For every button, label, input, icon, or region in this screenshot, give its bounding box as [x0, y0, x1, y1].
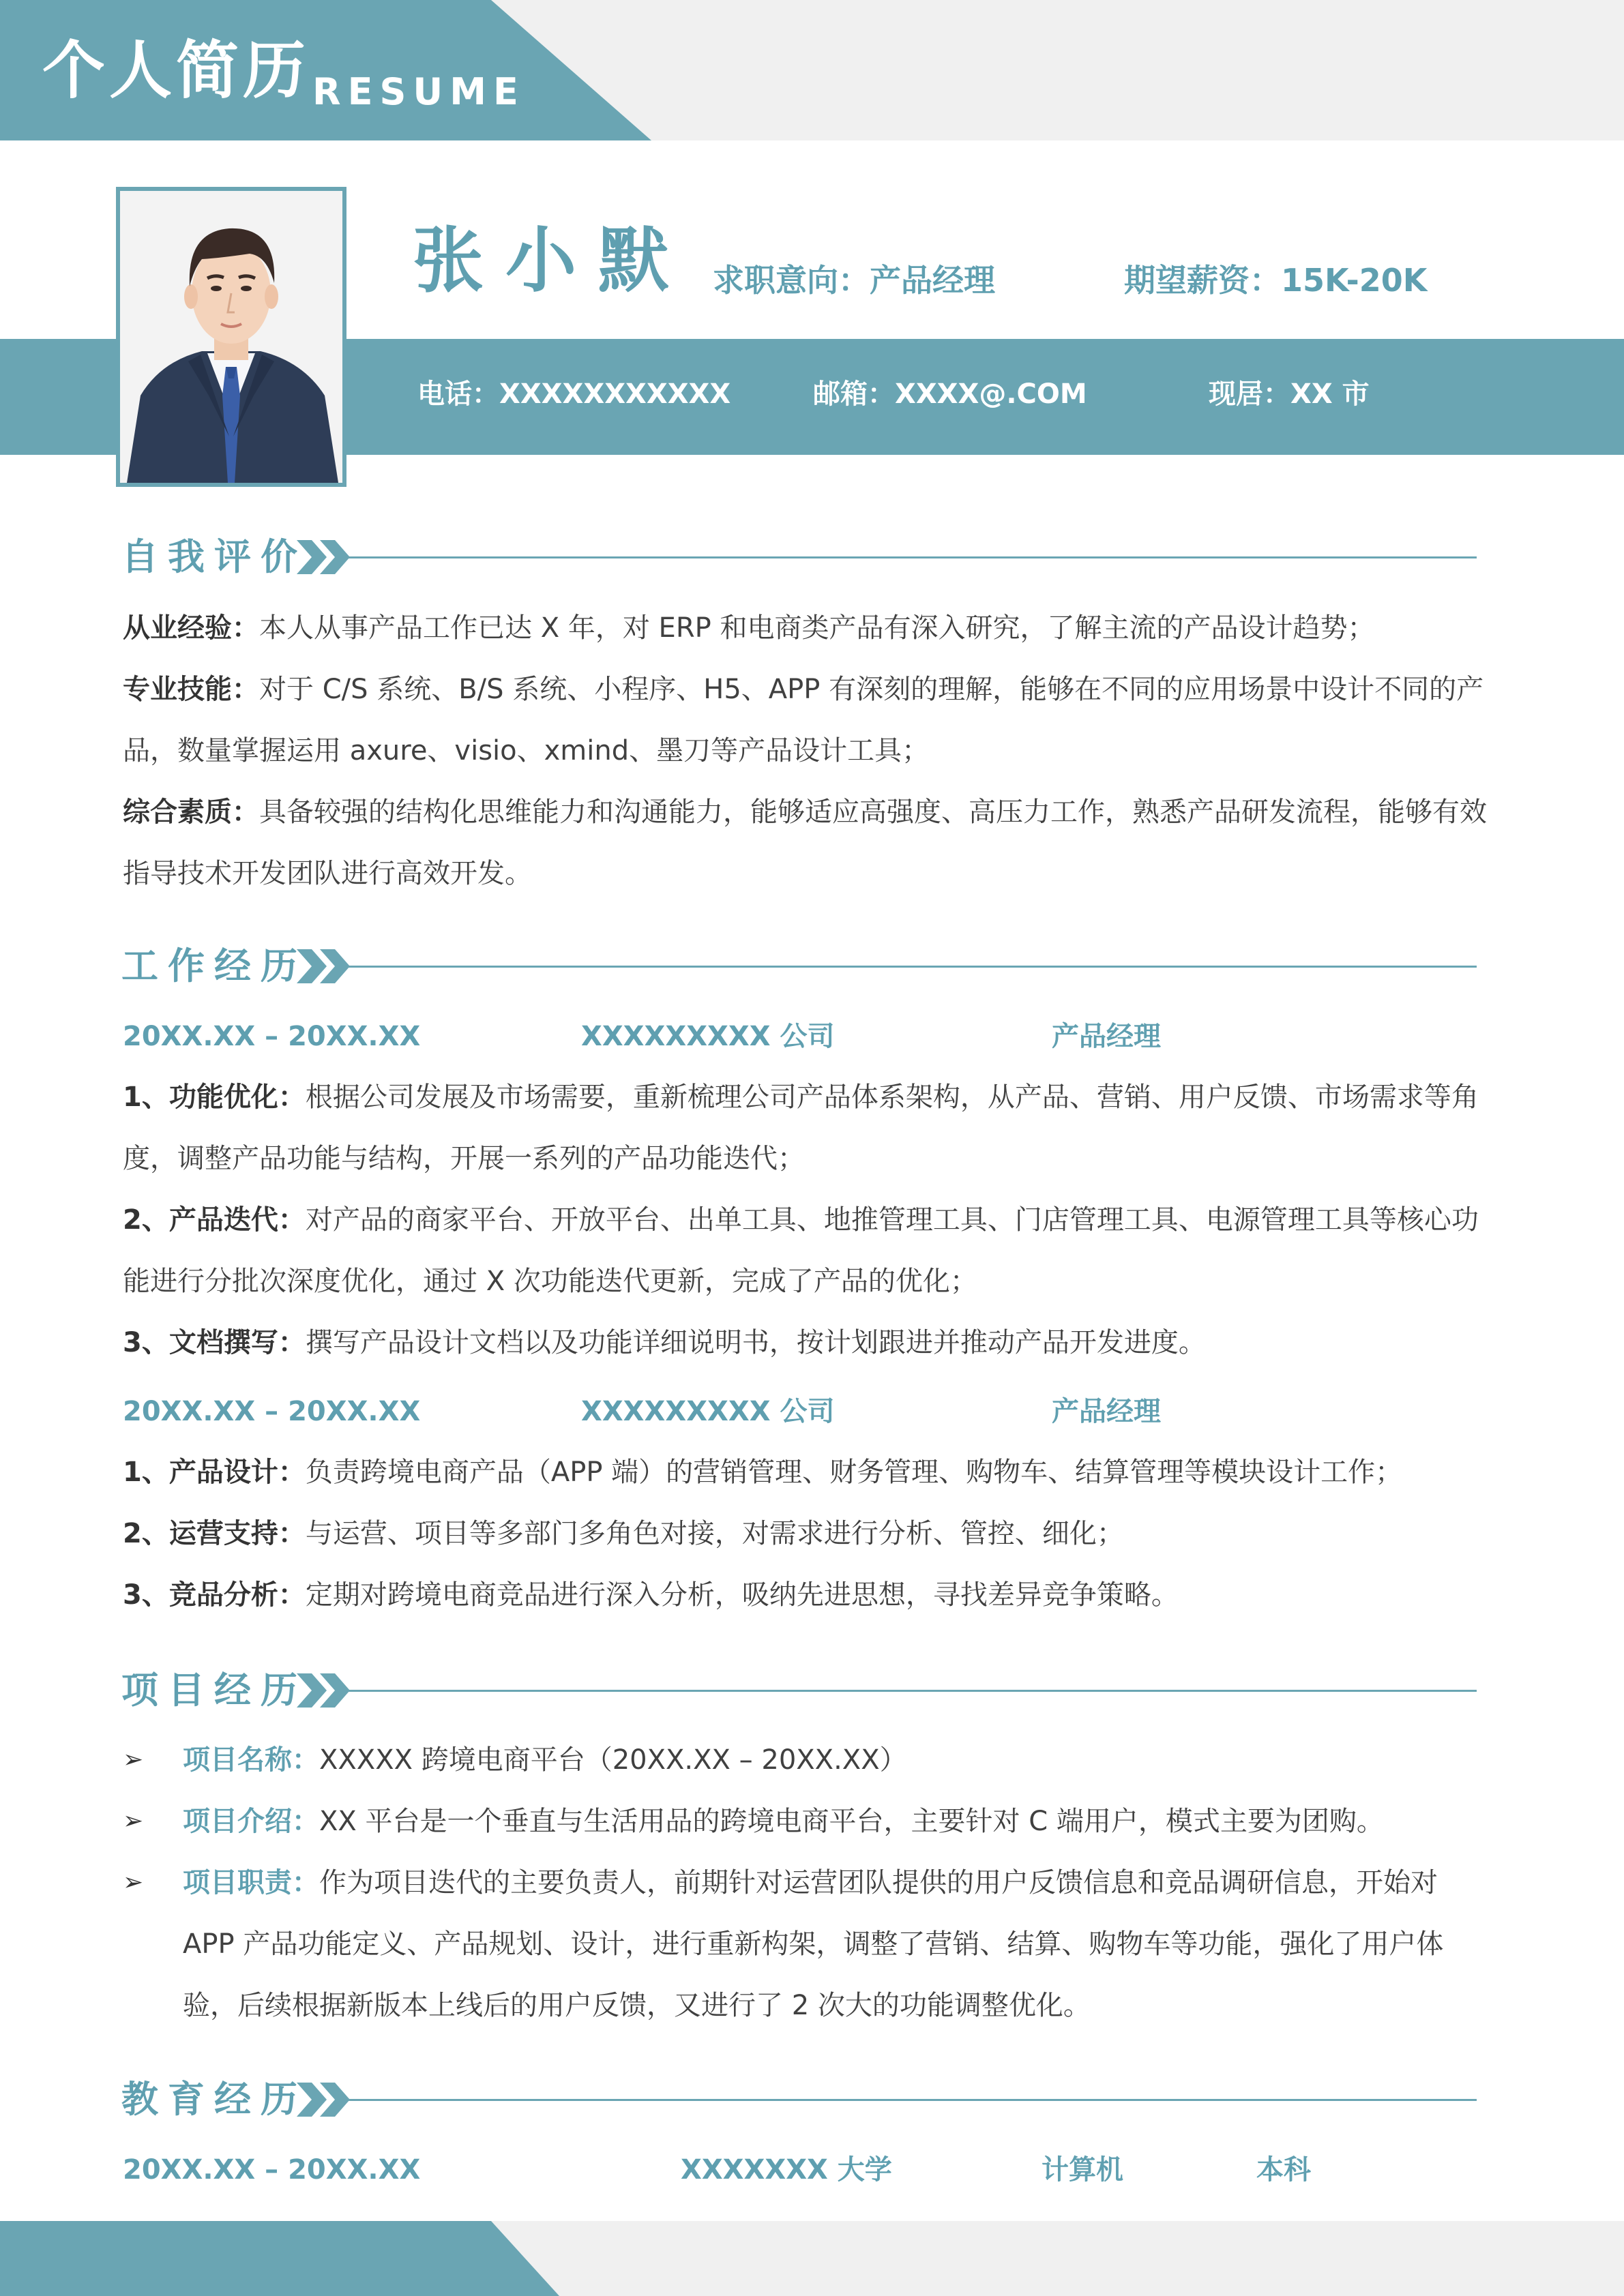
label: 专业技能：	[123, 674, 259, 705]
text: 定期对跨境电商竞品进行深入分析，吸纳先进思想，寻找差异竞争策略。	[305, 1579, 1179, 1611]
section-divider	[344, 2099, 1477, 2101]
resume-subtitle: RESUME	[312, 70, 525, 113]
text: XX 平台是一个垂直与生活用品的跨境电商平台，主要针对 C 端用户，模式主要为团购。	[319, 1806, 1384, 1837]
arrow-bullet-icon: ➢	[123, 1807, 144, 1835]
job-item	[123, 1189, 1487, 1312]
resume-title: 个人简历	[42, 34, 310, 107]
bottom-banner	[0, 2221, 559, 2296]
project-item-content	[183, 1852, 1479, 2036]
edu-school: XXXXXXX 大学	[681, 2154, 892, 2186]
job-item	[123, 1312, 1487, 1373]
section-title-education: 教育经历	[121, 2078, 307, 2121]
label: 项目名称：	[183, 1744, 319, 1776]
arrow-bullet-icon: ➢	[123, 1746, 144, 1774]
phone: 电话：XXXXXXXXXXX	[417, 378, 731, 410]
edu-period: 20XX.XX – 20XX.XX	[123, 2154, 421, 2186]
job-company: XXXXXXXXX 公司	[581, 1396, 835, 1427]
job-role: 产品经理	[1052, 1396, 1161, 1427]
self-eval-experience	[123, 597, 1487, 659]
section-divider	[344, 1690, 1477, 1692]
label: 综合素质：	[123, 796, 259, 828]
bottom-gray-strip	[491, 2221, 1624, 2296]
label: 项目职责：	[183, 1867, 319, 1898]
label: 3、竞品分析：	[123, 1579, 306, 1611]
job-item	[123, 1503, 1487, 1564]
arrow-bullet-icon: ➢	[123, 1868, 144, 1896]
label: 1、功能优化：	[123, 1082, 306, 1113]
text: 负责跨境电商产品（APP 端）的营销管理、财务管理、购物车、结算管理等模块设计工作；	[305, 1457, 1403, 1488]
avatar-illustration	[120, 191, 342, 483]
job-item	[123, 1442, 1487, 1503]
email: 邮箱：XXXX@.COM	[813, 378, 1087, 410]
project-item-content	[183, 1791, 1479, 1852]
text: 与运营、项目等多部门多角色对接，对需求进行分析、管控、细化；	[305, 1518, 1124, 1549]
self-eval-skills	[123, 659, 1487, 781]
label: 3、文档撰写：	[123, 1327, 306, 1358]
text: 对于 C/S 系统、B/S 系统、小程序、H5、APP 有深刻的理解，能够在不同的应用场景中设计不同的产品，数量掌握运用 axure、visio、xmind、墨刀等产品设计工具；	[123, 674, 1484, 766]
label: 2、产品迭代：	[123, 1204, 306, 1236]
text: XXXXX 跨境电商平台（20XX.XX – 20XX.XX）	[319, 1744, 907, 1776]
job-role: 产品经理	[1052, 1021, 1161, 1052]
label: 从业经验：	[123, 612, 259, 644]
section-divider	[344, 556, 1477, 558]
text: 本人从事产品工作已达 X 年，对 ERP 和电商类产品有深入研究，了解主流的产品设计趋势；	[259, 612, 1375, 644]
candidate-name: 张小默	[413, 219, 692, 302]
profile-photo	[116, 187, 346, 487]
job-company: XXXXXXXXX 公司	[581, 1021, 835, 1052]
edu-degree: 本科	[1256, 2154, 1311, 2186]
job-intent: 求职意向：产品经理	[713, 262, 995, 299]
expected-salary: 期望薪资：15K-20K	[1124, 262, 1428, 299]
text: 根据公司发展及市场需要，重新梳理公司产品体系架构，从产品、营销、用户反馈、市场需求等角度，调整产品功能与结构，开展一系列的产品功能迭代；	[123, 1082, 1479, 1174]
job-item	[123, 1067, 1487, 1189]
job-period: 20XX.XX – 20XX.XX	[123, 1021, 421, 1052]
text: 具备较强的结构化思维能力和沟通能力，能够适应高强度、高压力工作，熟悉产品研发流程，能够有效指导技术开发团队进行高效开发。	[123, 796, 1487, 889]
label: 1、产品设计：	[123, 1457, 306, 1488]
edu-major: 计算机	[1042, 2154, 1123, 2186]
section-title-self-eval: 自我评价	[121, 535, 307, 578]
section-divider	[344, 966, 1477, 968]
self-eval-quality	[123, 781, 1487, 904]
text: 作为项目迭代的主要负责人，前期针对运营团队提供的用户反馈信息和竞品调研信息，开始对 APP 产品功能定义、产品规划、设计，进行重新构架，调整了营销、结算、购物车等功能，强化了用户体验，后续根据新版本上线后的用户反馈，又进行了 2 次大的功能调整优化。	[183, 1867, 1444, 2021]
section-title-project: 项目经历	[121, 1669, 307, 1712]
project-item-content	[183, 1729, 1479, 1791]
job-period: 20XX.XX – 20XX.XX	[123, 1396, 421, 1427]
top-gray-strip	[491, 0, 1624, 140]
text: 对产品的商家平台、开放平台、出单工具、地推管理工具、门店管理工具、电源管理工具等核心功能进行分批次深度优化，通过 X 次功能迭代更新，完成了产品的优化；	[123, 1204, 1479, 1297]
section-title-work: 工作经历	[121, 944, 307, 987]
label: 项目介绍：	[183, 1806, 319, 1837]
job-item	[123, 1564, 1487, 1626]
location: 现居：XX 市	[1209, 378, 1370, 410]
text: 撰写产品设计文档以及功能详细说明书，按计划跟进并推动产品开发进度。	[305, 1327, 1206, 1358]
label: 2、运营支持：	[123, 1518, 306, 1549]
